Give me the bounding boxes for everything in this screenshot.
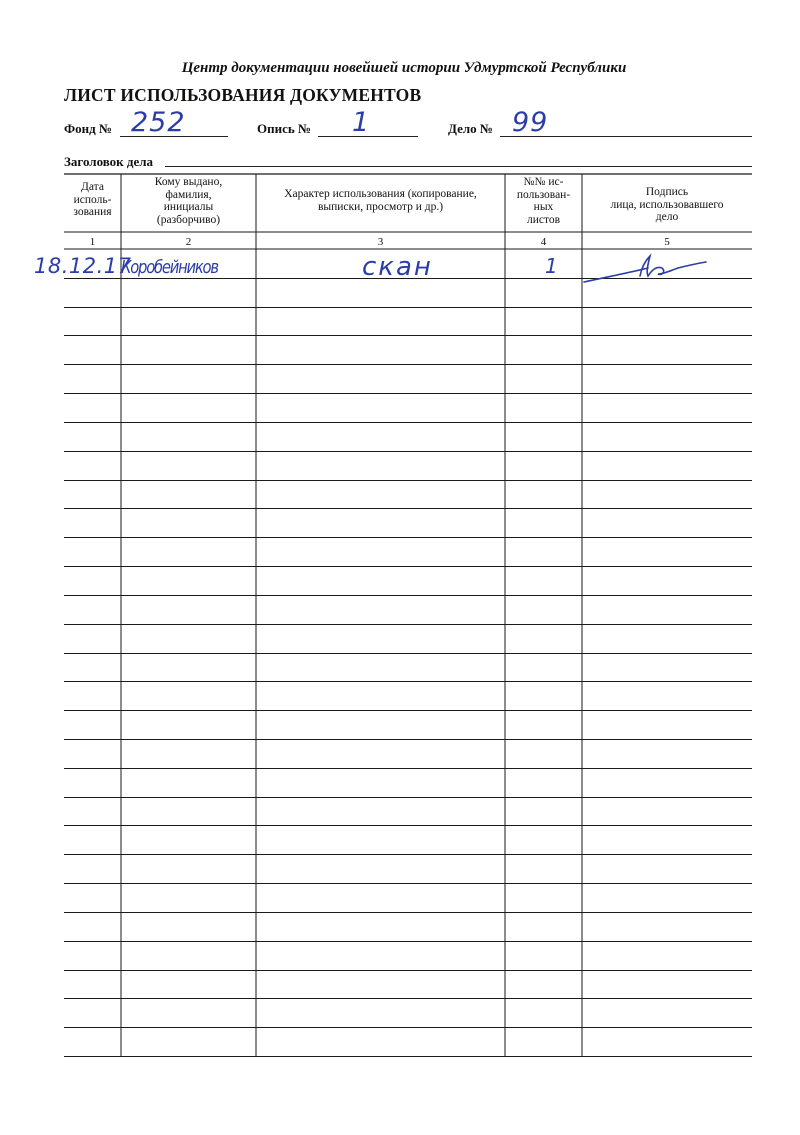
header-signature: Подпись лица, использовавшего дело [610, 186, 724, 223]
header-date: Дата исполь- зования [73, 181, 112, 218]
page-title: ЛИСТ ИСПОЛЬЗОВАНИЯ ДОКУМЕНТОВ [64, 85, 422, 105]
entry-signature [582, 252, 712, 286]
entry-date: 18.12.17 [34, 254, 132, 278]
organization-name: Центр документации новейшей истории Удмуртской Республики [181, 60, 627, 76]
header-issued-to: Кому выдано, фамилия, инициалы (разборчиво) [154, 176, 223, 226]
entry-issued-to: Коробейников [121, 257, 218, 278]
opis-value: 1 [352, 107, 371, 138]
fond-label: Фонд № [64, 121, 113, 136]
heading-label: Заголовок дела [64, 154, 154, 169]
column-number-3: 3 [377, 236, 384, 248]
opis-label: Опись № [257, 121, 312, 136]
column-number-4: 4 [540, 236, 547, 248]
entry-usage: скан [362, 252, 433, 282]
delo-value: 99 [512, 107, 549, 138]
fond-value: 252 [131, 107, 186, 138]
column-number-1: 1 [89, 236, 96, 248]
entry-sheets: 1 [545, 254, 558, 278]
column-number-2: 2 [185, 236, 192, 248]
column-number-5: 5 [664, 236, 670, 248]
header-sheets: №№ ис- пользован- ных листов [516, 176, 571, 226]
delo-label: Дело № [448, 121, 493, 136]
header-usage: Характер использования (копирование, выписки, просмотр и др.) [284, 188, 477, 213]
